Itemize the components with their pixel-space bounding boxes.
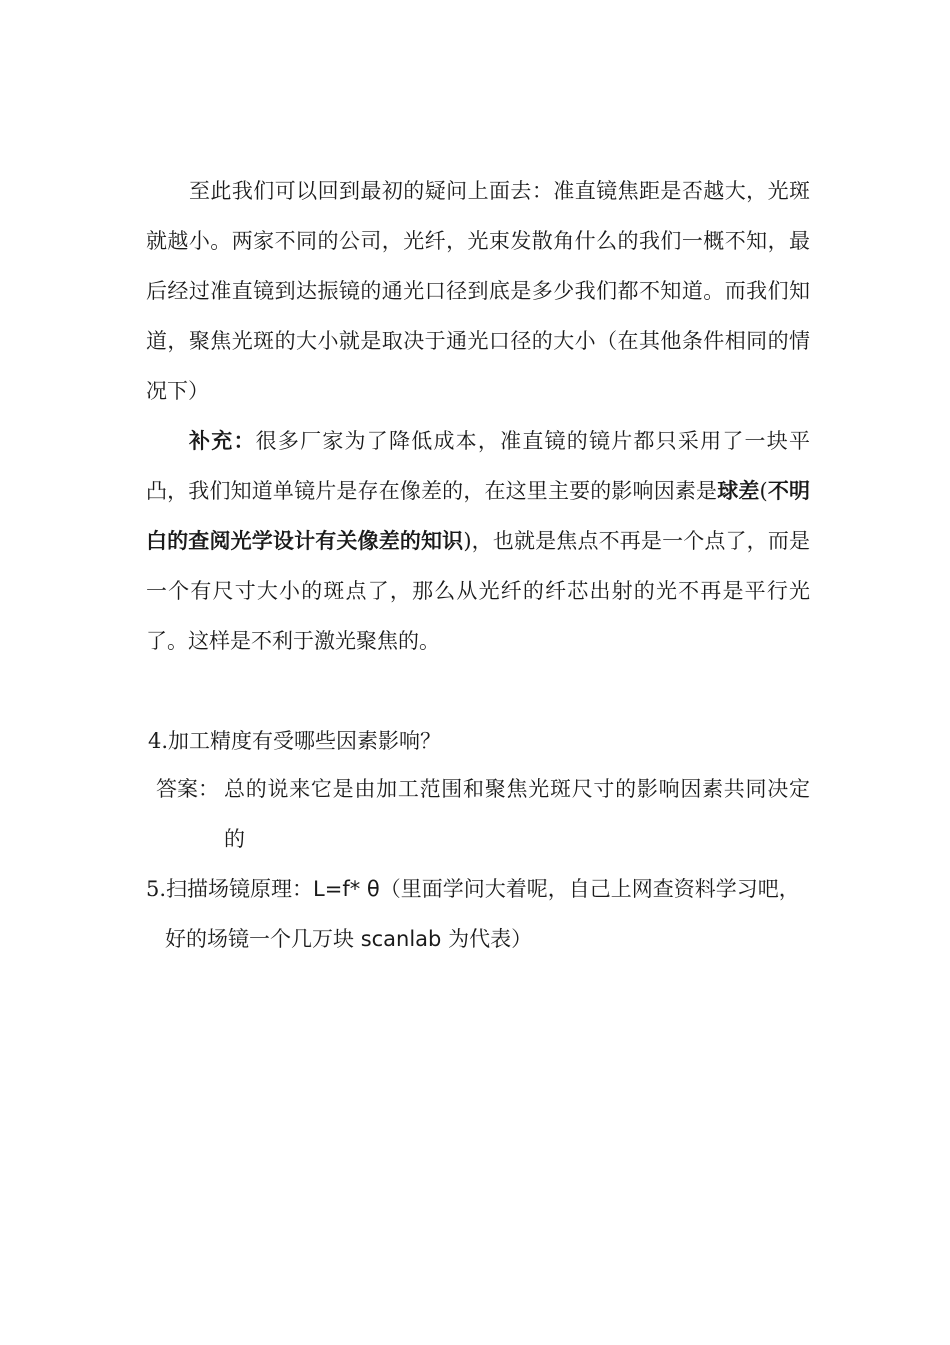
- spherical-aberration-term: 球差: [717, 478, 760, 503]
- supplement-label: 补充：: [189, 428, 256, 453]
- question-5-continuation: [165, 914, 532, 964]
- answer-label: 答案：: [156, 777, 219, 801]
- question-5-text-b-pre: 好的场镜一个几万块: [165, 927, 361, 951]
- paragraph-supplement: [146, 416, 810, 666]
- supplement-text-b: )，也就是焦点不再是一个点了，而是一个有尺寸大小的斑点了，那么从光纤的纤芯出射的光不再是平行光了。这样是不利于激光聚焦的。: [146, 529, 810, 653]
- question-4-heading: 4.加工精度有受哪些因素影响？: [148, 729, 442, 753]
- answer-text: 总的说来它是由加工范围和聚焦光斑尺寸的影响因素共同决定的: [224, 777, 810, 851]
- question-5-heading: [146, 864, 810, 914]
- supplement-text-a: 很多厂家为了降低成本，准直镜的镜片都只采用了一块平凸，我们知道单镜片是存在像差的，在这里主要的影响因素是: [146, 429, 811, 503]
- question-5-text-a: （里面学问大着呢，自己上网查资料学习吧，: [379, 877, 800, 901]
- paragraph-collimator-focal-length: 至此我们可以回到最初的疑问上面去：准直镜焦距是否越大，光斑就越小。两家不同的公司，光纤，光束发散角什么的我们一概不知，最后经过准直镜到达振镜的通光口径到底是多少我们都不知道。而我们知道，聚焦光斑的大小就是取决于通光口径的大小（在其他条件相同的情况下）: [146, 179, 810, 403]
- question-5-text-b-post: 为代表）: [441, 927, 533, 951]
- brand-scanlab: scanlab: [360, 927, 442, 951]
- f-theta-formula: L=f* θ: [313, 877, 380, 901]
- aberration-note: 不明白的查阅光学设计有关像差的知识: [146, 478, 811, 553]
- question-5-prefix: 5.扫描场镜原理：: [146, 877, 314, 901]
- paren-open: (: [759, 479, 768, 503]
